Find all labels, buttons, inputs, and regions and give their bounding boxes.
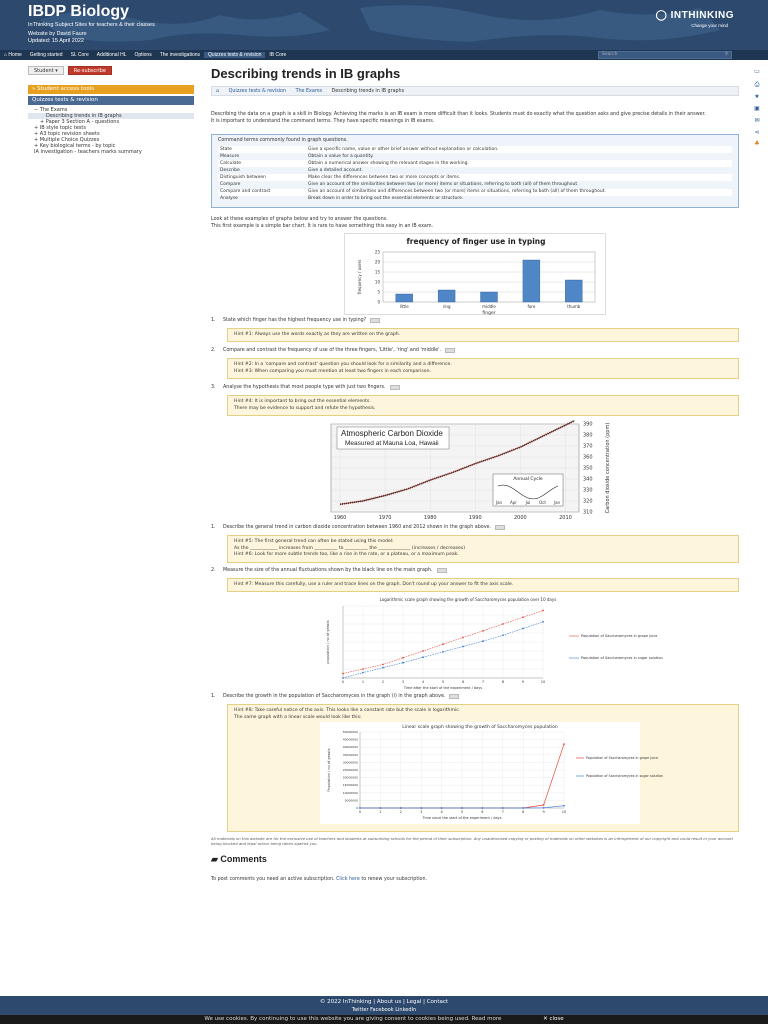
- search-placeholder: Search: [602, 52, 618, 57]
- hint-text: Hint #1: Always use the words exactly as they are written on the graph.: [234, 331, 401, 337]
- x-tick-label: 1990: [468, 515, 482, 522]
- breadcrumb-current: Describing trends in IB graphs: [331, 89, 405, 94]
- x-tick-label: 9: [542, 810, 545, 815]
- q-text: Describe the growth in the population of Saccharomyces in the graph (i) in the graph above.: [223, 694, 446, 700]
- x-tick-label: 1: [361, 680, 365, 685]
- bar: [481, 292, 498, 302]
- hint-4: [227, 535, 739, 563]
- answer-toggle-icon[interactable]: [445, 348, 455, 353]
- hierarchy-icon[interactable]: ♣: [754, 140, 760, 147]
- y-axis-label: Carbon dioxide concentration (ppm): [605, 422, 611, 514]
- command-terms-title: Command terms commonly found in graph questions.: [218, 138, 348, 143]
- cookie-close-button[interactable]: [543, 1016, 564, 1022]
- x-tick-label: 8: [522, 810, 525, 815]
- x-tick-label: 6: [461, 680, 465, 685]
- hint-2: [227, 358, 739, 379]
- comments-heading: [211, 854, 739, 865]
- hint-text: There may be evidence to support and refute the hypothesis.: [234, 405, 376, 411]
- bar: [565, 280, 582, 302]
- sidebar-item-label: The Exams: [39, 107, 68, 113]
- question-4: [211, 525, 739, 530]
- y-tick-label: 40000000: [342, 745, 358, 750]
- question-5: [211, 568, 739, 573]
- y-tick-label: 30000000: [342, 760, 358, 765]
- x-tick-label: fore: [527, 303, 536, 309]
- hint-text: Hint #7: Measure this carefully, use a ruler and trace lines on the graph. Don't round up your answer to fit the axis scale.: [234, 581, 514, 587]
- sidebar-item-ia-summary[interactable]: IA investigation - teachers marks summary: [34, 149, 142, 155]
- data-point: [380, 807, 382, 809]
- y-tick-label: 320: [583, 498, 593, 505]
- comments-suffix: to renew your subscription.: [361, 877, 428, 883]
- home-icon[interactable]: ⌂: [216, 89, 220, 94]
- x-tick-label: 2: [399, 810, 402, 815]
- intro-paragraph-2: It is important to understand the command terms. They have specific meanings in IB exams.: [211, 119, 435, 124]
- command-definition: Break down in order to bring out the essential elements or structure.: [308, 196, 464, 202]
- y-tick-label: 350: [583, 465, 593, 472]
- command-term: Compare: [220, 182, 241, 188]
- page-title: Describing trends in IB graphs: [211, 66, 401, 81]
- command-term-row: [218, 174, 732, 181]
- nav-sl-core[interactable]: SL Core: [70, 52, 89, 58]
- data-point: [422, 657, 424, 659]
- data-point: [342, 677, 344, 679]
- sidebar-item-label: IB style topic tests: [39, 125, 86, 131]
- x-tick-label: 2000: [514, 515, 527, 522]
- y-tick-label: 390: [583, 421, 593, 428]
- data-point: [482, 640, 484, 642]
- data-point: [442, 644, 444, 646]
- q-num: 1.: [211, 525, 216, 531]
- comments-prefix: To post comments you need an active subscription.: [211, 877, 335, 883]
- data-point: [382, 667, 384, 669]
- nav-getting-started[interactable]: Getting started: [29, 52, 63, 58]
- x-tick-label: thumb: [567, 303, 581, 309]
- site-author: Website by David Faure: [28, 31, 87, 37]
- cookie-text: We use cookies. By continuing to use this website you are giving consent to cookies being used.: [204, 1016, 470, 1022]
- y-tick-label: 310: [583, 509, 593, 516]
- command-term-row: [218, 160, 732, 167]
- nav-ib-core[interactable]: IB Core: [269, 52, 287, 58]
- legend-label: Population of Saccharomyces in sugar solution: [586, 774, 663, 779]
- question-1: [211, 318, 739, 323]
- chevron-down-icon: ▾: [55, 68, 58, 74]
- sidebar: [28, 66, 194, 155]
- finger-bar-chart: [344, 233, 606, 315]
- answer-toggle-icon[interactable]: [495, 525, 505, 530]
- x-tick-label: 4: [440, 810, 443, 815]
- question-3: [211, 385, 739, 390]
- data-point: [382, 664, 384, 666]
- data-point: [442, 651, 444, 653]
- data-point: [362, 668, 364, 670]
- q-num: 2.: [211, 567, 216, 573]
- x-tick-label: 4: [421, 680, 425, 685]
- command-term: Measure: [220, 153, 240, 159]
- q-num: 1.: [211, 694, 216, 700]
- student-access-tools[interactable]: [28, 85, 194, 94]
- comments-title: Comments: [220, 854, 267, 865]
- site-subtitle: InThinking Subject Sites for teachers & their classes: [28, 22, 155, 28]
- nav-home[interactable]: [0, 52, 26, 58]
- data-point: [359, 807, 361, 809]
- x-tick-label: 10: [540, 680, 546, 685]
- sidebar-item-key-terms[interactable]: + Key biological terms - by topic: [34, 143, 116, 149]
- command-terms-box: [211, 134, 739, 208]
- sidebar-item-label: A3 topic revision sheets: [39, 131, 100, 137]
- co2-line-chart: [319, 422, 619, 522]
- hint-text: Hint #2: In a 'compare and contrast' question you should look for a similarity and a difference.: [234, 362, 452, 368]
- sidebar-item-revision-sheets[interactable]: + A3 topic revision sheets: [34, 131, 100, 137]
- q-text: Describe the general trend in carbon dioxide concentration between 1960 and 2012 shown in the graph above.: [223, 525, 492, 531]
- data-point: [522, 628, 524, 630]
- x-tick-label: 2010: [559, 515, 572, 522]
- search-input[interactable]: [598, 51, 732, 59]
- data-point: [543, 807, 545, 809]
- y-tick-label: 25000000: [342, 768, 358, 773]
- command-term: State: [218, 146, 306, 153]
- chart-title: Logarithmic scale graph showing the growth of Saccharomyces population over 10 days: [379, 597, 557, 603]
- q-text: Measure the size of the annual fluctuations shown by the black line on the main graph.: [223, 567, 433, 573]
- x-axis-label: Time after the start of the experiment / days: [403, 686, 483, 691]
- user-button-label: Student: [34, 68, 54, 74]
- close-label: close: [549, 1016, 564, 1022]
- x-tick-label: 9: [521, 680, 525, 685]
- data-point: [462, 646, 464, 648]
- nav-additional-hl[interactable]: Additional HL: [96, 52, 127, 58]
- sidebar-item-label: Multiple Choice Quizzes: [39, 137, 100, 143]
- inset-month-label: Oct: [539, 500, 546, 506]
- cookie-read-more[interactable]: Read more: [471, 1016, 502, 1022]
- command-definition: Give a specific name, value or other brief answer without explanation or calculation.: [306, 146, 732, 153]
- hint-3: [227, 395, 739, 416]
- look-text: Look at these examples of graphs below and try to answer the questions.: [211, 216, 388, 222]
- share-icon[interactable]: ⋖: [754, 129, 760, 136]
- x-tick-label: 5: [460, 810, 464, 815]
- command-term: Compare and contrast: [218, 189, 306, 196]
- answer-toggle-icon[interactable]: [449, 694, 459, 699]
- site-title[interactable]: IBDP Biology: [28, 3, 130, 20]
- hint-text: Hint #8: Take careful notice of the axis. This looks like a constant rate but the scale is logarithmic.: [234, 708, 461, 714]
- inset-month-label: Jan: [553, 500, 561, 506]
- q-num: 2.: [211, 348, 216, 354]
- bar: [523, 260, 540, 302]
- command-definition: Give an account of similarities and differences between two (or more) items or situations, referring to both (all) of them throughout.: [306, 189, 732, 196]
- data-point: [543, 804, 545, 806]
- y-tick-label: 370: [583, 443, 593, 450]
- intro-paragraph: Describing the data on a graph is a skill in Biology. Achieving the marks is an IB exam is more difficult than it looks. Students must do exactly what the question asks and give precise details in their answer.: [211, 112, 706, 117]
- answer-toggle-icon[interactable]: [437, 568, 447, 573]
- y-tick-label: 15000000: [342, 783, 358, 788]
- star-icon[interactable]: ★: [754, 93, 760, 100]
- inset-month-label: Jan: [495, 500, 503, 506]
- hint-1: [227, 328, 739, 343]
- x-tick-label: 0: [341, 680, 345, 685]
- sidebar-item-current[interactable]: Describing trends in IB graphs: [28, 113, 194, 119]
- sidebar-item-label: Key biological terms - by topic: [39, 143, 116, 149]
- legend-label: Population of Saccharomyces in sugar solution: [581, 656, 663, 661]
- hint-text: Hint #3: When comparing you must mention at least two fingers in each comparison.: [234, 368, 431, 374]
- x-tick-label: 10: [561, 810, 567, 815]
- data-point: [542, 621, 544, 623]
- email-icon[interactable]: ✉: [754, 117, 760, 124]
- footer-links[interactable]: © 2022 InThinking | About us | Legal | Contact: [319, 999, 449, 1005]
- q-text: State which finger has the highest frequency use in typing?: [223, 317, 367, 323]
- question-2: [211, 348, 739, 353]
- q-text: Analyse the hypothesis that most people type with just two fingers.: [223, 385, 386, 391]
- search-icon: ⚲: [724, 52, 728, 57]
- data-point: [422, 650, 424, 652]
- command-term: Analyse: [220, 196, 238, 202]
- data-point: [542, 610, 544, 612]
- command-term-row: [218, 196, 732, 203]
- first-example-text: This first example is a simple bar chart. It is rare to have something this easy in an IB exam.: [211, 223, 434, 229]
- monitor-icon[interactable]: ▭: [754, 68, 760, 75]
- sidebar-item-topic-tests[interactable]: + IB style topic tests: [34, 125, 86, 131]
- y-tick-label: 10: [374, 279, 380, 285]
- x-tick-label: 0: [358, 810, 362, 815]
- y-tick-label: 20000000: [342, 775, 358, 780]
- data-point: [482, 807, 484, 809]
- home-icon: ⌂: [4, 52, 9, 58]
- answer-toggle-icon[interactable]: [390, 385, 400, 390]
- logo-swirl-icon: ◯: [655, 10, 671, 21]
- inset-title: Annual Cycle: [513, 477, 543, 483]
- x-tick-label: 3: [401, 680, 405, 685]
- legend-label: Population of Saccharomyces in grape juice: [586, 756, 658, 761]
- x-tick-label: middle: [482, 303, 496, 309]
- hint-text: Hint #5: The first general trend can often be stated using this model:: [234, 539, 394, 545]
- breadcrumb: [211, 86, 739, 96]
- chart-title: Linear scale graph showing the growth of Saccharomyces population: [402, 725, 558, 731]
- y-axis-label: population / no of yeasts: [326, 620, 330, 664]
- sidebar-item-label: Paper 3 Section A - questions: [45, 119, 120, 125]
- x-tick-label: 2: [381, 680, 385, 685]
- inset-month-label: Apr: [510, 500, 517, 506]
- data-point: [342, 673, 344, 675]
- x-tick-label: 6: [481, 810, 484, 815]
- q-num: 3.: [211, 385, 216, 391]
- data-point: [420, 807, 422, 809]
- data-point: [362, 672, 364, 674]
- y-tick-label: 0: [377, 299, 380, 305]
- command-definition: Obtain a value for a quantity.: [308, 153, 374, 159]
- resubscribe-button[interactable]: Re-subscribe: [68, 66, 112, 75]
- close-icon: ✕: [543, 1016, 550, 1022]
- sidebar-item-exams[interactable]: − The Exams: [34, 107, 68, 113]
- command-term-row: [218, 189, 732, 196]
- y-tick-label: 50000000: [342, 730, 358, 735]
- y-tick-label: 340: [583, 476, 593, 483]
- hint-6: [227, 704, 739, 832]
- command-term-row: [218, 146, 732, 153]
- breadcrumb-exams[interactable]: The Exams: [295, 89, 323, 94]
- command-term-row: [218, 181, 732, 188]
- command-definition: Give an account of the similarities between two (or more) items or situations, referring to both (all) of them throughout.: [308, 182, 579, 188]
- bar: [396, 294, 413, 302]
- command-term: Describe: [220, 168, 240, 174]
- y-tick-label: 5: [377, 289, 380, 295]
- y-axis-label: Population / no of yeasts: [327, 748, 331, 792]
- inset-month-label: Jul: [525, 500, 531, 506]
- chart-title: Atmospheric Carbon Dioxide: [341, 429, 443, 439]
- y-tick-label: 380: [583, 432, 593, 439]
- main-nav: [0, 50, 768, 60]
- nav-label: Home: [8, 52, 22, 58]
- q-text: Compare and contrast the frequency of use of the three fingers, 'Little', 'ring' and 'middle'.: [223, 348, 442, 354]
- question-6: [211, 694, 739, 699]
- command-definition: Make clear the differences between two or more concepts or items.: [306, 174, 732, 181]
- hint-text: Hint #4: It is important to bring out the essential elements.: [234, 399, 371, 405]
- copyright-notice: All materials on this website are for the exclusive use of teachers and students at subscribing schools for the period of their subscription. Any unauthorised copying or posting of materials on other websites is an infringement of our copyright and could result in your account being blocked and legal action being taken against you.: [211, 836, 733, 847]
- data-point: [563, 805, 565, 807]
- pdf-icon[interactable]: ▣: [754, 105, 760, 112]
- x-tick-label: 7: [481, 680, 485, 685]
- data-point: [482, 630, 484, 632]
- linear-scale-chart: [320, 722, 663, 824]
- nav-quizzes[interactable]: Quizzes tests & revision: [204, 52, 265, 58]
- y-tick-label: 0: [356, 806, 358, 811]
- x-tick-label: little: [399, 303, 409, 309]
- bar: [438, 290, 455, 302]
- data-point: [461, 807, 463, 809]
- user-menu-button[interactable]: [28, 66, 64, 75]
- command-term: Distinguish between: [218, 174, 306, 181]
- renew-link[interactable]: Click here: [336, 877, 360, 883]
- y-tick-label: 25: [374, 249, 380, 255]
- command-terms-table: [218, 146, 732, 203]
- y-tick-label: 15: [374, 269, 380, 275]
- data-point: [402, 657, 404, 659]
- y-tick-label: 45000000: [342, 737, 358, 742]
- y-tick-label: 20: [374, 259, 380, 265]
- data-point: [400, 807, 402, 809]
- data-point: [502, 635, 504, 637]
- data-point: [402, 662, 404, 664]
- x-tick-label: 1: [379, 810, 382, 815]
- cookie-banner: [0, 1015, 768, 1024]
- answer-toggle-icon[interactable]: [370, 318, 380, 323]
- access-tools-label: Student access tools: [37, 86, 95, 92]
- x-axis-label: Time since the start of the experiment / days: [422, 816, 502, 821]
- data-point: [462, 637, 464, 639]
- y-tick-label: 330: [583, 487, 593, 494]
- log-scale-chart: [307, 596, 663, 692]
- print-icon[interactable]: ⎙: [754, 81, 760, 88]
- sidebar-item-paper3[interactable]: + Paper 3 Section A - questions: [40, 119, 120, 125]
- inthinking-logo[interactable]: [656, 10, 734, 21]
- main-content: [211, 66, 739, 883]
- sidebar-item-mcq[interactable]: + Multiple Choice Quizzes: [34, 137, 100, 143]
- command-definition: Obtain a numerical answer showing the relevant stages in the working.: [306, 160, 732, 167]
- y-axis-label: frequency / users: [357, 259, 362, 295]
- comments-icon: ▰: [211, 854, 221, 865]
- site-updated: Updated: 15 April 2022: [28, 38, 84, 44]
- legend-label: Population of Saccharomyces in grape juice: [581, 634, 658, 639]
- hint-text: Hint #6: Look for more subtle trends too, like a rise in the rate, or a plateau, or a maximum peak.: [234, 552, 459, 558]
- x-tick-label: 1970: [378, 515, 392, 522]
- q-num: 1.: [211, 317, 216, 323]
- x-tick-label: 1980: [423, 515, 437, 522]
- x-tick-label: 5: [441, 680, 445, 685]
- hint-5: [227, 578, 739, 593]
- x-axis-label: finger: [482, 310, 496, 316]
- chevron-right-icon: »: [32, 86, 38, 92]
- breadcrumb-quizzes[interactable]: Quizzes tests & revision: [228, 89, 287, 94]
- x-tick-label: ring: [442, 303, 451, 309]
- chart-title: frequency of finger use in typing: [406, 236, 546, 246]
- data-point: [441, 807, 443, 809]
- x-tick-label: 7: [501, 810, 504, 815]
- command-term-row: [218, 167, 732, 174]
- x-tick-label: 3: [420, 810, 423, 815]
- y-tick-label: 360: [583, 454, 593, 461]
- hint-text: The same graph with a linear scale would look like this:: [234, 714, 362, 720]
- command-definition: Give a detailed account.: [308, 168, 363, 174]
- x-tick-label: 8: [501, 680, 505, 685]
- footer-social[interactable]: Twitter Facebook LinkedIn: [351, 1007, 417, 1013]
- data-point: [502, 807, 504, 809]
- y-tick-label: 5000000: [344, 798, 358, 803]
- comments-text: [211, 877, 739, 883]
- y-tick-label: 10000000: [342, 791, 358, 796]
- x-tick-label: 1960: [333, 515, 347, 522]
- data-point: [563, 744, 565, 746]
- nav-investigations[interactable]: The investigations: [159, 52, 201, 58]
- y-tick-label: 35000000: [342, 753, 358, 758]
- command-term: Calculate: [218, 160, 306, 167]
- data-point: [522, 617, 524, 619]
- sidebar-section-quizzes[interactable]: Quizzes tests & revision: [28, 96, 194, 105]
- data-point: [522, 807, 524, 809]
- brand-tagline: Change your mind: [691, 23, 728, 28]
- brand-name: INTHINKING: [670, 10, 734, 21]
- site-header: [0, 0, 768, 50]
- hint-text: As the ____________ increases from __________ to __________ the ______________ (increases / decreases): [234, 545, 466, 551]
- chart-subtitle: Measured at Mauna Loa, Hawaii: [345, 440, 439, 448]
- data-point: [502, 623, 504, 625]
- command-term-row: [218, 153, 732, 160]
- nav-options[interactable]: Options: [134, 52, 152, 58]
